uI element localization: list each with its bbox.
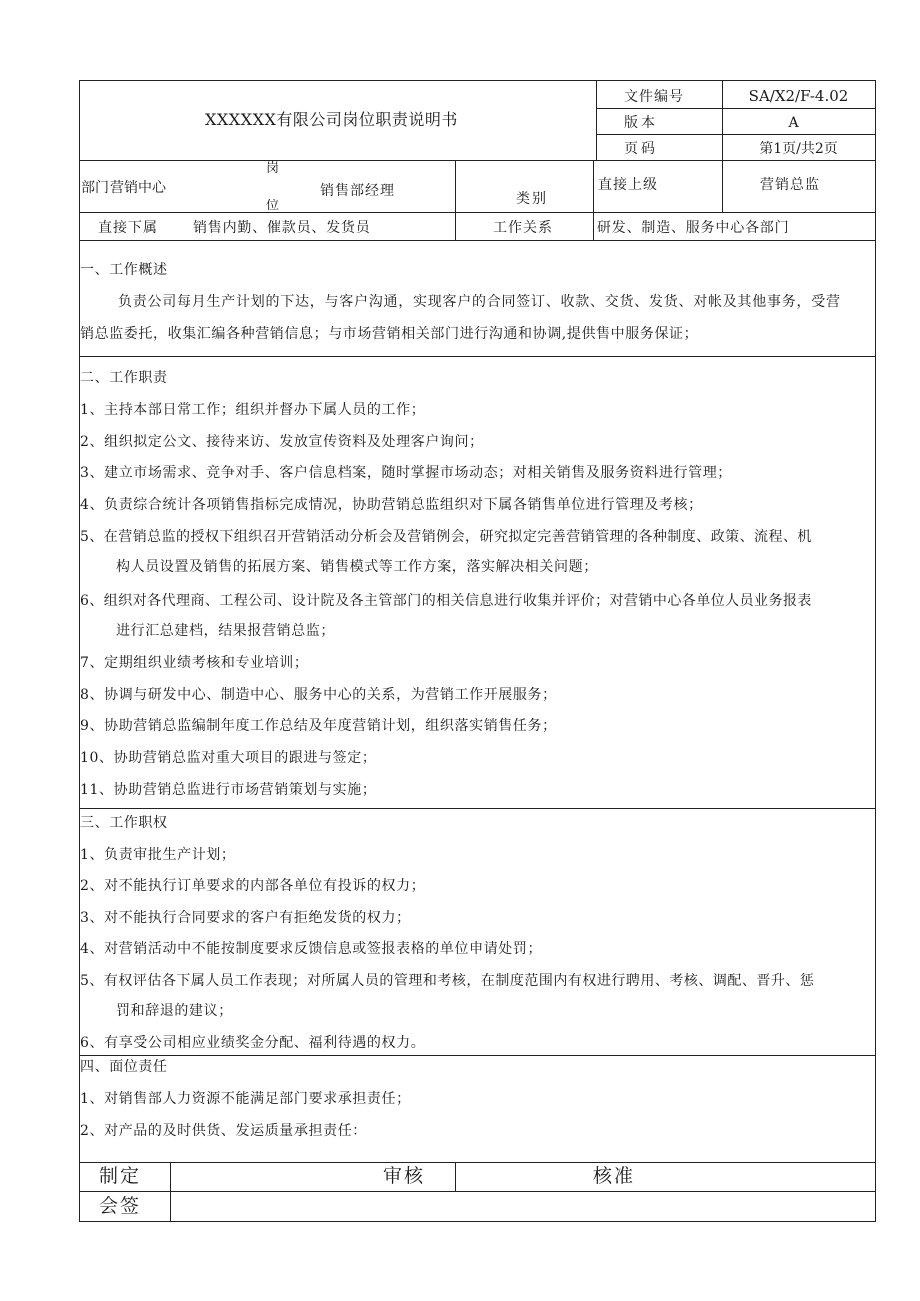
authority-item-6: 6、有享受公司相应业绩奖金分配、福利待遇的权力。	[80, 1035, 426, 1051]
signoff-divider-1	[170, 1162, 171, 1221]
signoff-countersign-label: 会签	[99, 1195, 142, 1217]
page-number: 第1页/共2页	[759, 141, 838, 157]
header-bottom-line	[79, 160, 875, 161]
overview-heading: 一、工作概述	[80, 262, 168, 278]
table-bottom-border	[79, 1221, 876, 1222]
duty-item-5-cont: 构人员设置及销售的拓展方案、销售模式等工作方案，落实解决相关问题；	[116, 559, 598, 575]
post-value: 销售部经理	[320, 183, 395, 199]
info-divider-b	[593, 160, 594, 240]
version-label: 版本	[624, 115, 658, 131]
duty-item-7: 7、定期组织业绩考核和专业培训；	[80, 655, 309, 671]
dept-value: 营销中心	[110, 180, 166, 196]
info-row-line	[79, 212, 875, 213]
duty-item-10: 10、协助营销总监对重大项目的跟进与签定；	[80, 750, 377, 766]
version-value: A	[788, 115, 799, 131]
duty-item-3: 3、建立市场需求、竞争对手、客户信息档案，随时掌握市场动态；对相关销售及服务资料进行管理；	[80, 465, 732, 481]
responsibility-item-1: 1、对销售部人力资源不能满足部门要求承担责任；	[80, 1091, 411, 1107]
authority-item-3: 3、对不能执行合同要求的客户有拒绝发货的权力；	[80, 910, 411, 926]
table-top-border	[79, 80, 875, 81]
signoff-mid-line	[79, 1191, 875, 1192]
relation-label: 工作关系	[493, 220, 553, 236]
duty-item-9: 9、协助营销总监编制年度工作总结及年度营销计划，组织落实销售任务；	[80, 718, 557, 734]
authority-heading: 三、工作职权	[80, 815, 168, 831]
info-bottom-line	[79, 240, 875, 241]
subordinate-label: 直接下属	[98, 220, 158, 236]
duty-item-6: 6、组织对各代理商、工程公司、设计院及各主管部门的相关信息进行收集并评价；对营销中心各单位人员业务报表	[80, 593, 812, 609]
duty-item-1: 1、主持本部日常工作；组织并督办下属人员的工作；	[80, 402, 426, 418]
signoff-divider-2	[455, 1162, 456, 1191]
doc-no-value: SA/X2/F-4.02	[748, 87, 849, 105]
responsibility-item-2: 2、对产品的及时供货、发运质量承担责任：	[80, 1123, 367, 1139]
overview-line-1: 负责公司每月生产计划的下达，与客户沟通，实现客户的合同签订、收款、交货、发货、对帐及其他事务，受营	[118, 294, 841, 310]
authority-item-5-cont: 罚和辞退的建议；	[116, 1003, 233, 1019]
duty-item-8: 8、协调与研发中心、制造中心、服务中心的关系，为营销工作开展服务；	[80, 687, 557, 703]
info-divider-a	[455, 160, 456, 240]
category-label: 类别	[516, 191, 548, 207]
dept-label: 部门	[81, 180, 109, 196]
duty-item-11: 11、协助营销总监进行市场营销策划与实施；	[80, 782, 377, 798]
duty-item-2: 2、组织拟定公文、接待来访、发放宣传资料及处理客户询问；	[80, 434, 484, 450]
duty-item-5: 5、在营销总监的授权下组织召开营销活动分析会及营销例会，研究拟定完善营销管理的各种制度、政策、流程、机	[80, 529, 812, 545]
responsibility-heading: 四、面位责任	[80, 1059, 168, 1075]
authority-item-5: 5、有权评估各下属人员工作表现；对所属人员的管理和考核，在制度范围内有权进行聘用、考核、调配、晋升、惩	[80, 973, 815, 989]
page-label: 页码	[624, 141, 658, 157]
doc-no-label: 文件编号	[624, 89, 684, 105]
header-row-line-2	[596, 134, 875, 135]
section-line-authority	[79, 1055, 875, 1056]
relation-value: 研发、制造、服务中心各部门	[597, 220, 790, 236]
header-row-line-1	[596, 108, 875, 109]
authority-item-2: 2、对不能执行订单要求的内部各单位有投诉的权力；	[80, 878, 426, 894]
post-label-char-2: 位	[266, 199, 280, 212]
subordinate-value: 销售内勤、催款员、发货员	[193, 220, 371, 236]
authority-item-1: 1、负责审批生产计划；	[80, 847, 236, 863]
superior-label: 直接上级	[598, 177, 658, 193]
section-line-overview	[79, 356, 875, 357]
duty-item-4: 4、负责综合统计各项销售指标完成情况，协助营销总监组织对下属各销售单位进行管理及考核；	[80, 497, 703, 513]
authority-item-4: 4、对营销活动中不能按制度要求反馈信息或签报表格的单位申请处罚；	[80, 941, 543, 957]
overview-line-2: 销总监委托，收集汇编各种营销信息；与市场营销相关部门进行沟通和协调,提供售中服务保证；	[80, 326, 699, 342]
duties-heading: 二、工作职责	[80, 370, 168, 386]
superior-value: 营销总监	[760, 177, 820, 193]
signoff-drafted-label: 制定	[99, 1165, 142, 1187]
document-title: XXXXXX有限公司岗位职责说明书	[205, 110, 458, 129]
signoff-reviewed-label: 审核	[383, 1165, 426, 1187]
info-divider-c	[722, 160, 723, 212]
table-right-border	[875, 80, 876, 1221]
post-label-char-1: 岗	[266, 161, 280, 176]
signoff-top-line	[79, 1162, 875, 1163]
header-divider	[596, 80, 597, 160]
duty-item-6-cont: 进行汇总建档，结果报营销总监；	[116, 623, 335, 639]
signoff-approved-label: 核准	[593, 1165, 636, 1187]
section-line-duties	[79, 808, 875, 809]
